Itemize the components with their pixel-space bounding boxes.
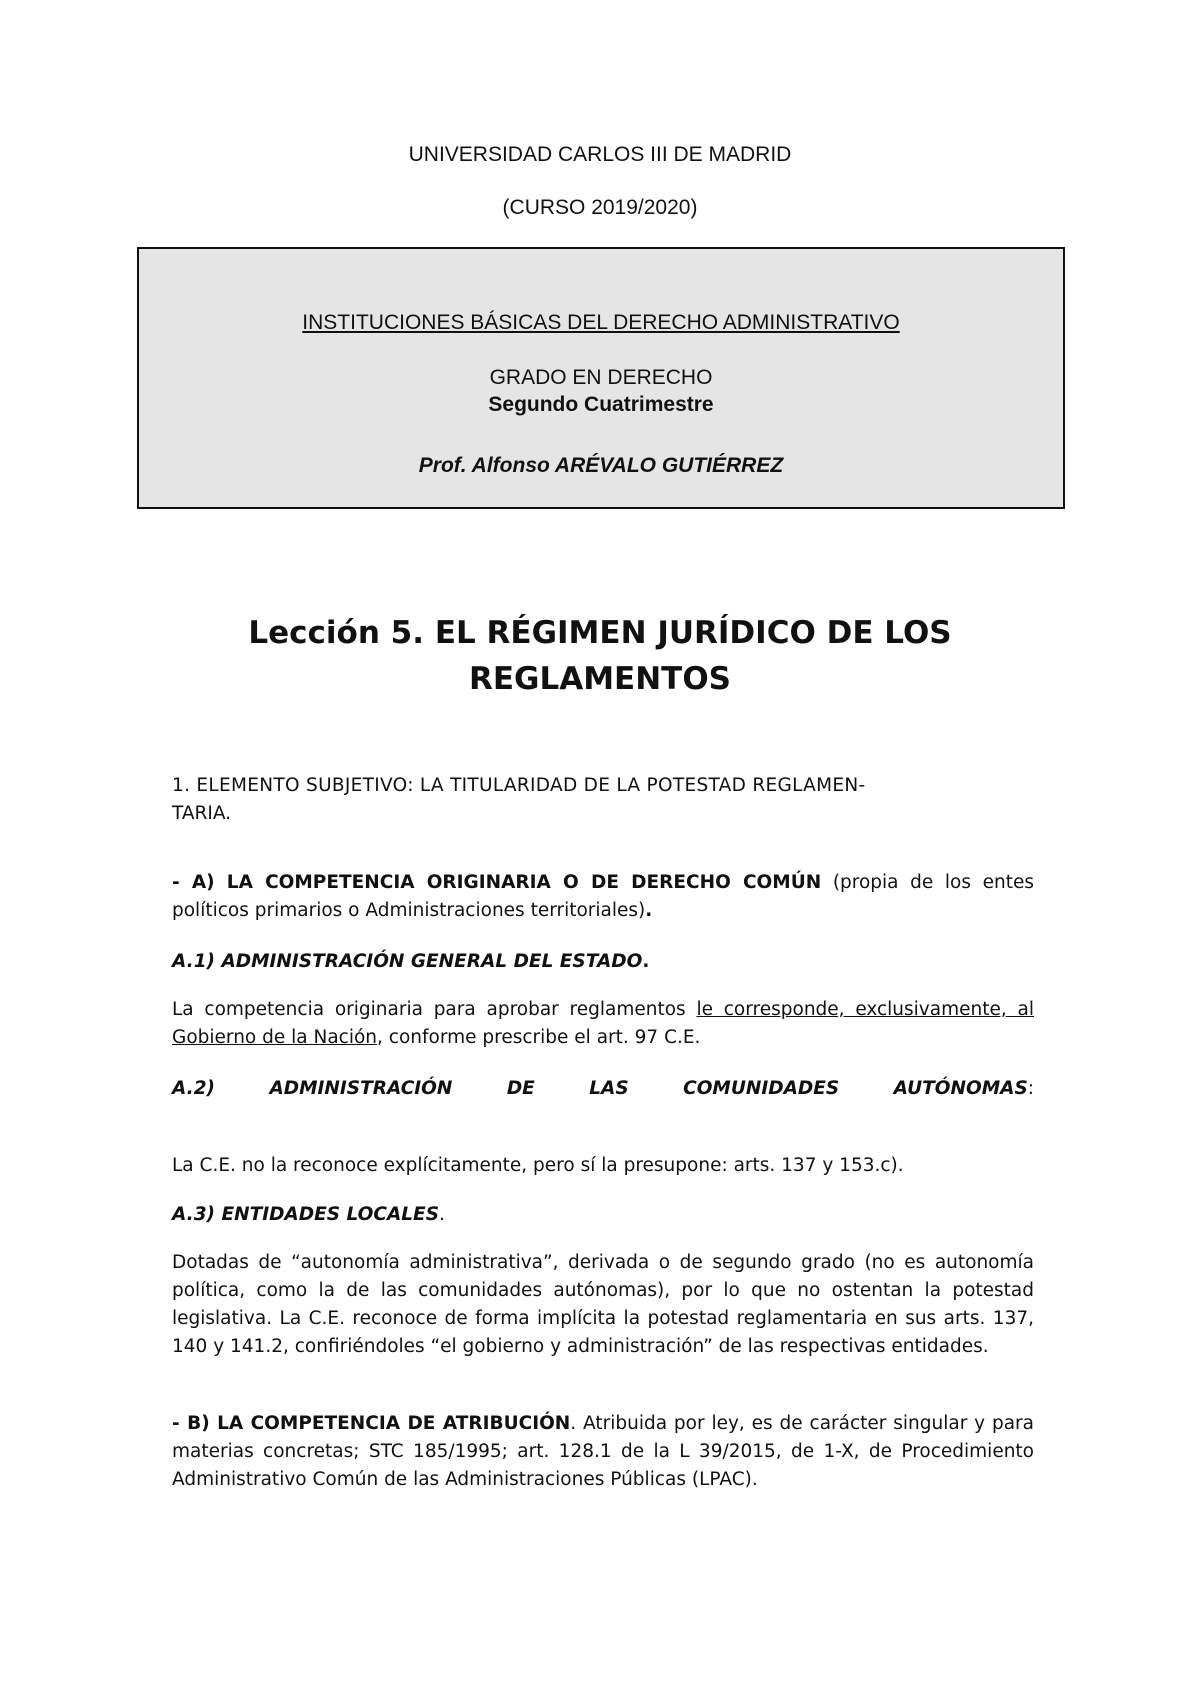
university-name: UNIVERSIDAD CARLOS III DE MADRID (408, 143, 792, 166)
a2-heading-colon: : (1027, 1078, 1034, 1099)
a2-paragraph: La C.E. no la reconoce explícitamente, pero sí la presupone: arts. 137 y 153.c). (172, 1155, 904, 1176)
subject-title: INSTITUCIONES BÁSICAS DEL DERECHO ADMINISTRATIVO (302, 311, 900, 334)
a1-paragraph (172, 996, 1034, 1052)
degree-name: GRADO EN DERECHO (489, 366, 713, 389)
course-info-box (137, 247, 1065, 509)
a1-heading-paragraph (172, 948, 1034, 976)
a2-heading: A.2) ADMINISTRACIÓN DE LAS COMUNIDADES AUTÓNOMAS (172, 1078, 1028, 1099)
a3-heading: A.3) ENTIDADES LOCALES (172, 1204, 440, 1225)
a3-heading-period: . (439, 1204, 445, 1225)
a1-heading-period: . (642, 951, 650, 972)
course-year: (CURSO 2019/2020) (502, 196, 698, 219)
a1-text-after: , conforme prescribe el art. 97 C.E. (377, 1027, 701, 1048)
term-name: Segundo Cuatrimestre (488, 393, 714, 416)
a1-heading: A.1) ADMINISTRACIÓN GENERAL DEL ESTADO (172, 951, 643, 972)
section1-heading-line1: 1. ELEMENTO SUBJETIVO: LA TITULARIDAD DE LA POTESTAD REGLAMEN- (172, 775, 866, 796)
lesson-title (150, 610, 1050, 702)
part-a-heading: - A) LA COMPETENCIA ORIGINARIA O DE DERECHO COMÚN (172, 872, 822, 893)
section1-heading-line2: TARIA. (172, 803, 232, 824)
a1-text-before: La competencia originaria para aprobar reglamentos (172, 999, 697, 1020)
a3-paragraph: Dotadas de “autonomía administrativa”, derivada o de segundo grado (no es autonomía política, como la de las comunidades autónomas), por lo que no ostentan la potestad legislativa. La C.E. reconoce de forma implícita la potestad reglamentaria en sus arts. 137, 140 y 141.2, confiriéndoles “el gobierno y administración” de las respectivas entidades. (172, 1252, 1034, 1357)
a1-text-underlined: le corresponde, exclusivamente, al Gobierno de la Nación (172, 999, 1034, 1048)
part-b-text: . Atribuida por ley, es de carácter singular y para materias concretas; STC 185/1995; art. 128.1 de la L 39/2015, de 1-X, de Procedimiento Administrativo Común de las Administraciones Públicas (LPAC). (172, 1413, 1034, 1490)
part-a-period: . (645, 900, 653, 921)
part-a-paragraph (172, 869, 1034, 925)
professor-name: Prof. Alfonso ARÉVALO GUTIÉRREZ (418, 454, 784, 477)
a3-heading-paragraph (172, 1201, 1034, 1229)
part-a-description: (propia de los entes políticos primarios o Administraciones territoriales) (172, 872, 1034, 921)
section1-heading (172, 772, 1034, 828)
lesson-title-line2: REGLAMENTOS (468, 661, 732, 697)
part-b-paragraph (172, 1410, 1034, 1494)
part-b-heading: - B) LA COMPETENCIA DE ATRIBUCIÓN (172, 1413, 571, 1434)
a2-heading-paragraph (172, 1075, 1034, 1103)
lesson-title-line1: Lección 5. EL RÉGIMEN JURÍDICO DE LOS (248, 615, 952, 651)
